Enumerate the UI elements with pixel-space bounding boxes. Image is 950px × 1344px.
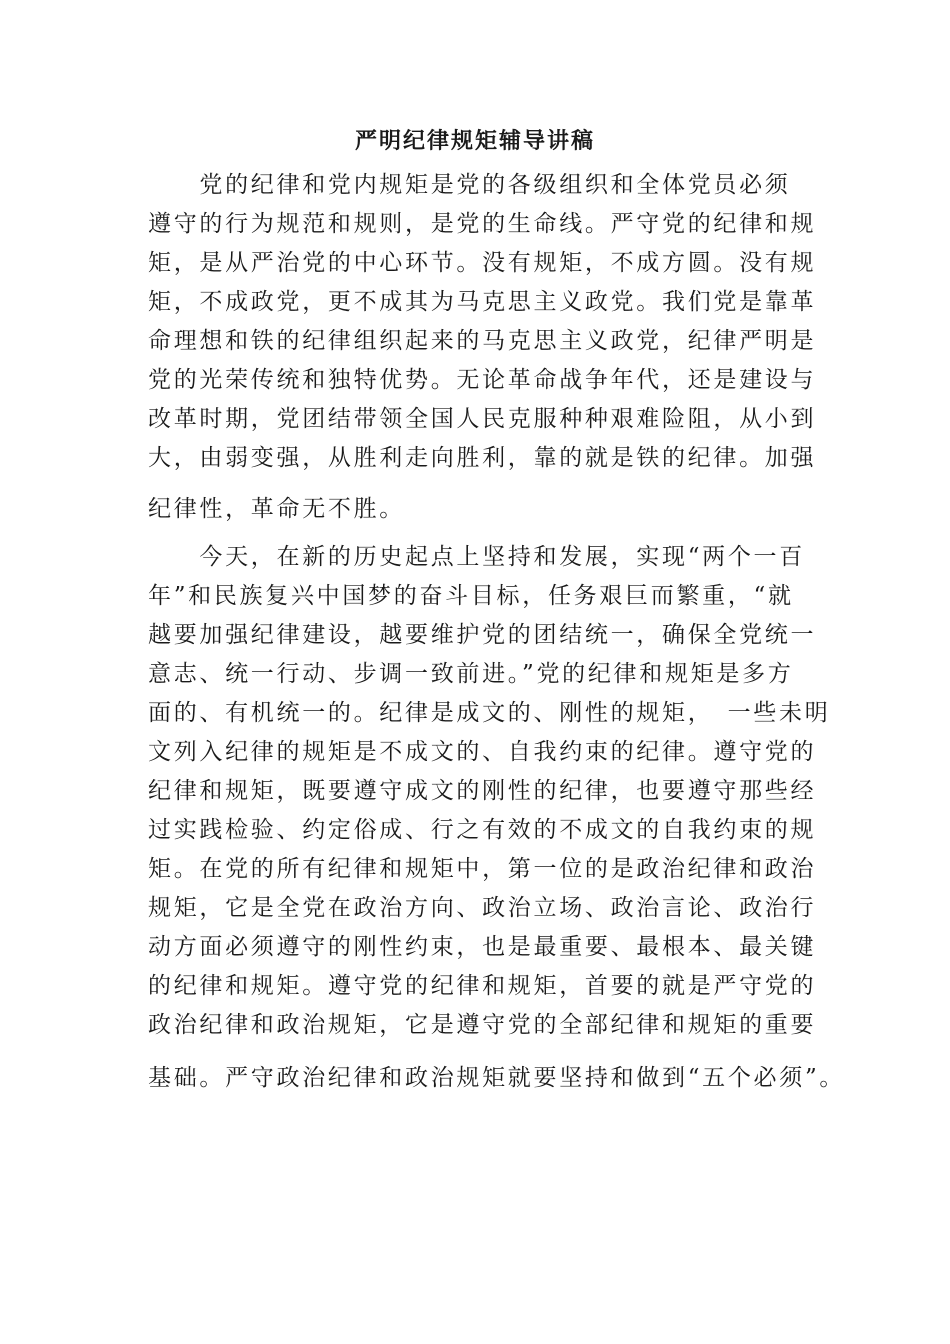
paragraph-line: 党的纪律和党内规矩是党的各级组织和全体党员必须 [148,172,791,198]
paragraph-line: 矩，不成政党，更不成其为马克思主义政党。我们党是靠革 [148,289,817,315]
paragraph-line: 过实践检验、约定俗成、行之有效的不成文的自我约束的规 [148,817,817,843]
paragraph-line: 命理想和铁的纪律组织起来的马克思主义政党，纪律严明是 [148,328,817,354]
paragraph-line: 年”和民族复兴中国梦的奋斗目标，任务艰巨而繁重，“就 [148,583,794,609]
paragraph-line: 矩。在党的所有纪律和规矩中，第一位的是政治纪律和政治 [148,856,817,882]
paragraph-line: 大，由弱变强，从胜利走向胜利，靠的就是铁的纪律。加强 [148,445,817,471]
paragraph-line: 纪律和规矩，既要遵守成文的刚性的纪律，也要遵守那些经 [148,778,817,804]
paragraph-line: 纪律性，革命无不胜。 [148,496,405,522]
paragraph-line: 党的光荣传统和独特优势。无论革命战争年代，还是建设与 [148,367,817,393]
paragraph-line: 动方面必须遵守的刚性约束，也是最重要、最根本、最关键 [148,934,817,960]
paragraph-line: 规矩，它是全党在政治方向、政治立场、政治言论、政治行 [148,895,817,921]
paragraph-line: 矩，是从严治党的中心环节。没有规矩，不成方圆。没有规 [148,250,817,276]
paragraph-line: 政治纪律和政治规矩，它是遵守党的全部纪律和规矩的重要 [148,1012,817,1038]
paragraph-line: 遵守的行为规范和规则，是党的生命线。严守党的纪律和规 [148,211,817,237]
paragraph-line: 的纪律和规矩。遵守党的纪律和规矩，首要的就是严守党的 [148,973,817,999]
paragraph-line: 面的、有机统一的。纪律是成文的、刚性的规矩， 一些未明 [148,700,831,726]
paragraph-line: 越要加强纪律建设，越要维护党的团结统一，确保全党统一 [148,622,817,648]
document-title: 严明纪律规矩辅导讲稿 [354,128,595,154]
paragraph-line: 文列入纪律的规矩是不成文的、自我约束的纪律。遵守党的 [148,739,817,765]
paragraph-line: 改革时期，党团结带领全国人民克服种种艰难险阻，从小到 [148,406,817,432]
paragraph-line: 今天，在新的历史起点上坚持和发展，实现“两个一百 [148,544,805,570]
paragraph-line: 意志、统一行动、步调一致前进。”党的纪律和规矩是多方 [148,661,794,687]
paragraph-line: 基础。严守政治纪律和政治规矩就要坚持和做到“五个必须”。 [148,1065,846,1091]
